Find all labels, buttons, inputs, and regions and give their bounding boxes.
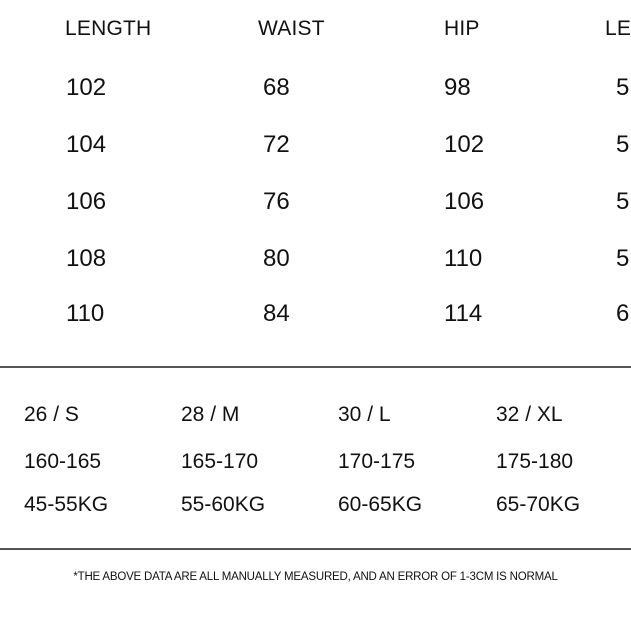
size-label: 26 / S <box>24 403 79 426</box>
height-range: 160-165 <box>24 450 102 473</box>
cell-hip: 98 <box>444 74 471 101</box>
footnote: *THE ABOVE DATA ARE ALL MANUALLY MEASURED, AND AN ERROR OF 1-3CM IS NORMAL <box>73 571 558 583</box>
weight-range: 55-60KG <box>181 493 266 516</box>
cell-leg: 5 <box>616 188 630 215</box>
cell-length: 110 <box>66 300 105 327</box>
cell-waist: 76 <box>263 188 290 215</box>
cell-hip: 110 <box>444 245 483 272</box>
weight-range: 45-55KG <box>24 493 109 516</box>
cell-leg: 6 <box>616 300 630 327</box>
cell-waist: 72 <box>263 131 290 158</box>
cell-length: 106 <box>66 188 107 215</box>
divider-bottom <box>0 548 631 550</box>
height-range: 175-180 <box>496 450 574 473</box>
header-leg: LE <box>605 17 631 40</box>
weight-range: 60-65KG <box>338 493 423 516</box>
divider-top <box>0 366 631 368</box>
cell-hip: 114 <box>444 300 483 327</box>
cell-waist: 84 <box>263 300 290 327</box>
cell-length: 102 <box>66 74 107 101</box>
size-label: 30 / L <box>338 403 391 426</box>
height-range: 170-175 <box>338 450 416 473</box>
cell-leg: 5 <box>616 245 630 272</box>
cell-leg: 5 <box>616 131 630 158</box>
cell-length: 104 <box>66 131 107 158</box>
cell-hip: 102 <box>444 131 485 158</box>
header-length: LENGTH <box>65 17 152 40</box>
header-hip: HIP <box>444 17 480 40</box>
weight-range: 65-70KG <box>496 493 581 516</box>
size-label: 28 / M <box>181 403 240 426</box>
cell-hip: 106 <box>444 188 485 215</box>
cell-waist: 80 <box>263 245 290 272</box>
cell-length: 108 <box>66 245 107 272</box>
cell-leg: 5 <box>616 74 630 101</box>
size-label: 32 / XL <box>496 403 563 426</box>
cell-waist: 68 <box>263 74 290 101</box>
height-range: 165-170 <box>181 450 259 473</box>
header-waist: WAIST <box>258 17 325 40</box>
